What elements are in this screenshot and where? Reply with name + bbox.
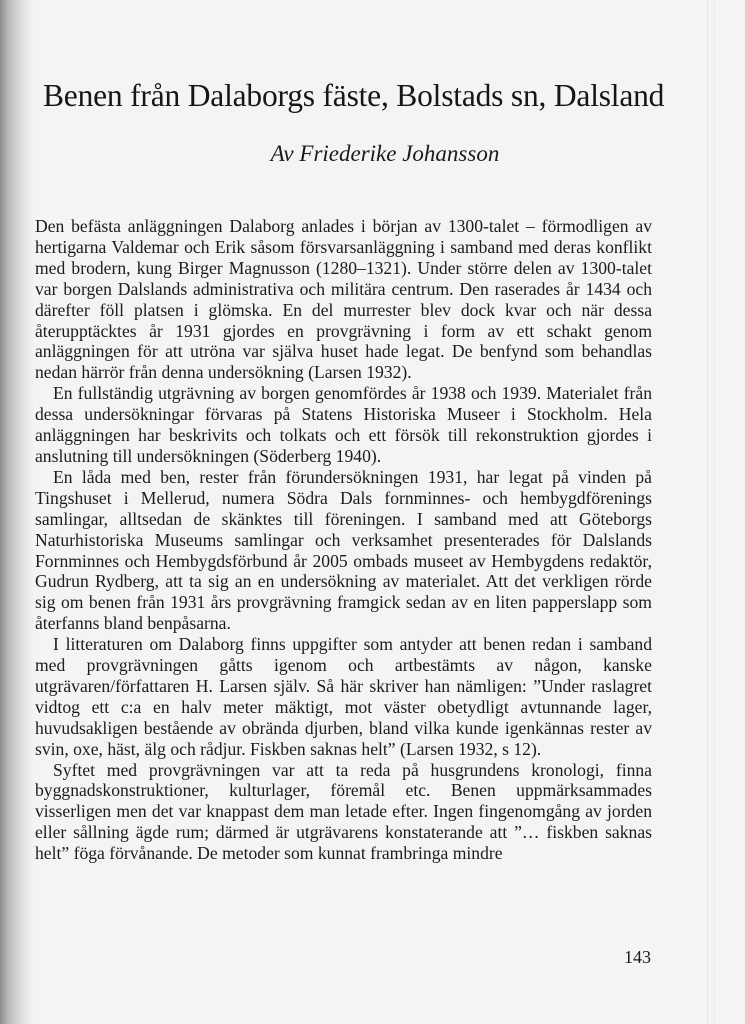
paragraph-5: Syftet med provgrävningen var att ta reda på husgrundens kronologi, finna byggnadskonstruktioner, kulturlager, föremål etc. Benen uppmärksammades visserligen men det var knappast dem man letade efter. Ingen fingenomgång av jorden eller sållning ägde rum; därmed är utgrävarens konstaterande att ”… fiskben saknas helt” föga förvånande. De metoder som kunnat frambringa mindre bbox=[35, 759, 652, 864]
paragraph-4: I litteraturen om Dalaborg finns uppgifter som antyder att benen redan i samband med provgrävningen gåtts igenom och artbestämts av någon, kanske utgrävaren/författaren H. Larsen själv. Så här skriver han nämligen: ”Under raslagret vidtog ett c:a en halv meter mäktigt, mot väster obetydligt avtunnande lager, huvudsakligen bestående av obrända djurben, bland vilka kunde igenkännas rester av svin, oxe, häst, älg och rådjur. Fiskben saknas helt” (Larsen 1932, s 12). bbox=[35, 634, 652, 759]
paragraph-2: En fullständig utgrävning av borgen genomfördes år 1938 och 1939. Materialet från dessa undersökningar förvaras på Statens Historiska Museer i Stockholm. Hela anläggningen har beskrivits och tolkats och ett försök till rekonstruktion gjordes i anslutning till undersökningen (Söderberg 1940). bbox=[35, 383, 652, 466]
paragraph-1: Den befästa anläggningen Dalaborg anlades i början av 1300-talet – förmodligen av hertigarna Valdemar och Erik såsom försvarsanläggning i samband med deras konflikt med brodern, kung Birger Magnusson (1280–1321). Under större delen av 1300-talet var borgen Dalslands administrativa och militära centrum. Den raserades år 1434 och därefter föll platsen i glömska. En del murrester blev dock kvar och när dessa återupptäcktes år 1931 gjordes en provgrävning i form av ett schakt genom anläggningen för att utröna var själva huset hade legat. De benfynd som behandlas nedan härrör från denna undersökning (Larsen 1932). bbox=[35, 216, 652, 383]
article-title: Benen från Dalaborgs fäste, Bolstads sn, Dalsland bbox=[43, 78, 665, 113]
book-gutter-shadow bbox=[0, 0, 34, 1024]
page-number: 143 bbox=[624, 947, 651, 967]
article-body bbox=[35, 216, 652, 864]
paragraph-3: En låda med ben, rester från förundersökningen 1931, har legat på vinden på Tingshuset i Mellerud, numera Södra Dals fornminnes- och hembygdförenings samlingar, alltsedan de skänktes till föreningen. I samband med att Göteborgs Naturhistoriska Museums samlingar och verksamhet presenterades för Dalslands Fornminnes och Hembygdsförbund år 2005 ombads museet av Hembygdens redaktör, Gudrun Rydberg, att ta sig an en undersökning av materialet. Att det verkligen rörde sig om benen från 1931 års provgrävning framgick sedan av en liten papperslapp som återfanns bland benpåsarna. bbox=[35, 466, 652, 634]
article-byline: Av Friederike Johansson bbox=[270, 141, 500, 166]
